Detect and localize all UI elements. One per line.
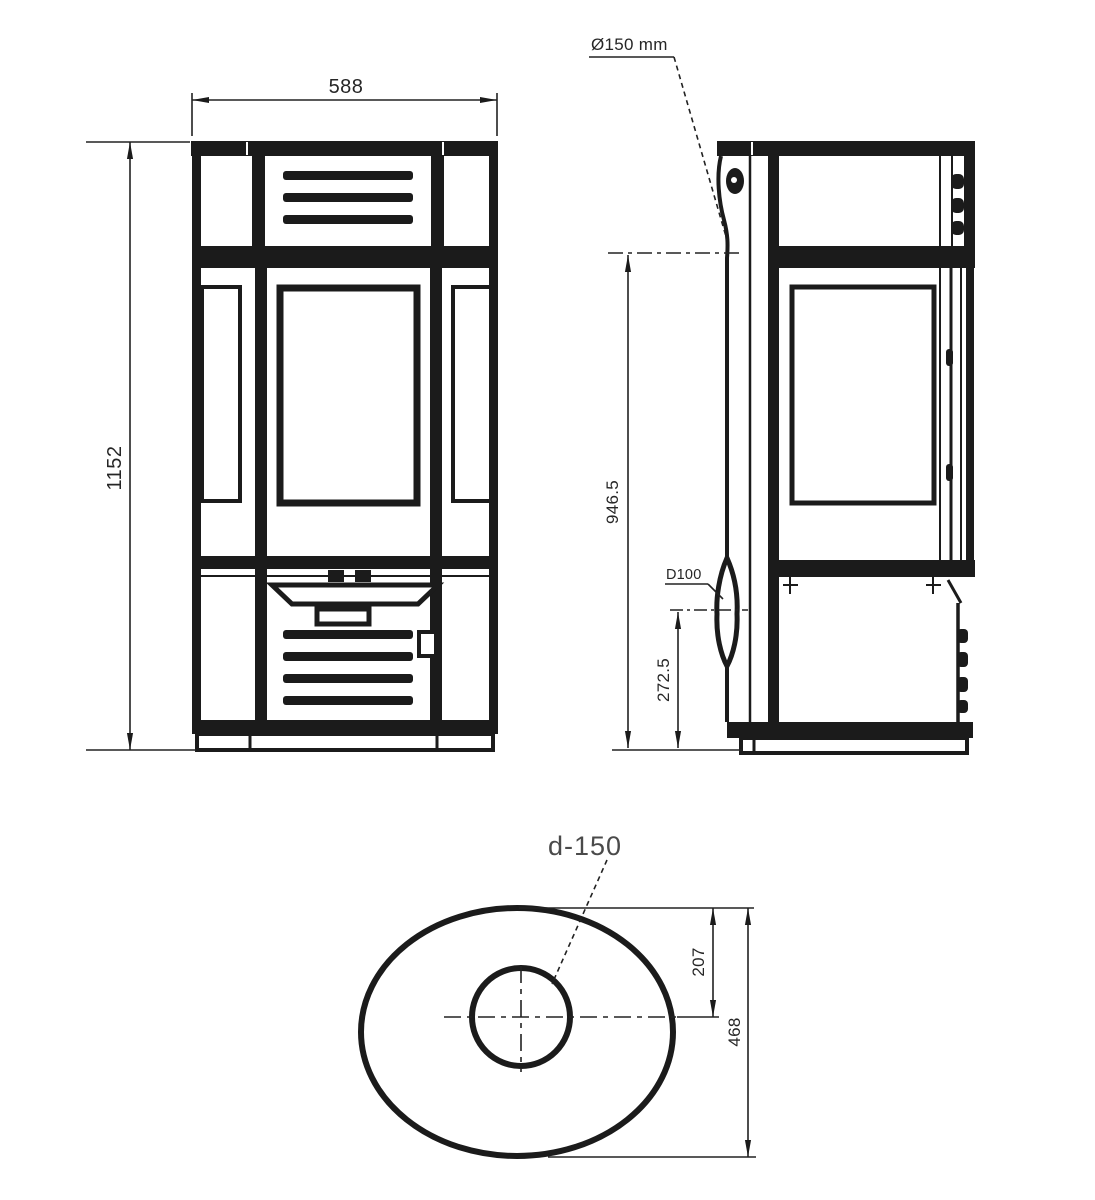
hinge-bump xyxy=(957,652,968,667)
side-view xyxy=(717,141,975,753)
dim-front-height xyxy=(86,142,196,750)
hinge-bump xyxy=(951,221,964,235)
vent-slat xyxy=(283,652,413,661)
side-base xyxy=(741,738,967,753)
hinge-bump xyxy=(957,629,968,643)
hinge-bump xyxy=(951,198,964,213)
front-edge-bar xyxy=(964,156,975,268)
mid-divider-left xyxy=(255,268,267,556)
front-bottom-band xyxy=(192,720,498,734)
front-edge-bar xyxy=(966,268,974,560)
dim-flue-height xyxy=(603,253,744,750)
side-bottom-band xyxy=(727,722,973,738)
hinge-bump xyxy=(951,174,964,189)
front-right-inset-panel xyxy=(453,287,491,501)
drawer-handle xyxy=(317,609,369,624)
ash-hatch xyxy=(272,585,438,604)
vent-slat xyxy=(283,171,413,180)
door-latch xyxy=(419,632,436,656)
back-body-edge xyxy=(768,156,779,722)
dim-label-height: 1152 xyxy=(104,445,126,491)
upper-divider-left xyxy=(252,156,265,248)
front-base xyxy=(197,734,493,750)
vent-slat xyxy=(283,193,413,202)
front-left-edge xyxy=(192,156,201,733)
top-view xyxy=(361,908,719,1156)
vent-slat xyxy=(283,215,413,224)
front-left-inset-panel xyxy=(202,287,240,501)
dim-label-width: 588 xyxy=(328,76,364,98)
flue-collar-hole xyxy=(731,177,737,183)
front-upper-band xyxy=(192,246,498,268)
dim-label-offset: 207 xyxy=(689,947,708,977)
side-top-plate xyxy=(717,141,975,156)
dim-label-top-flue: d-150 xyxy=(548,831,623,861)
front-view xyxy=(191,141,498,750)
dim-label-flue: Ø150 mm xyxy=(591,35,668,54)
hinge-bump xyxy=(957,700,968,713)
air-control-slot xyxy=(355,570,371,582)
dim-label-flue-height: 946.5 xyxy=(603,479,622,525)
vent-slat xyxy=(283,674,413,683)
dim-label-rear-outlet-height: 272.5 xyxy=(654,657,673,703)
dim-front-width xyxy=(192,76,497,136)
rear-outlet-cover xyxy=(717,558,737,666)
side-inset-panel xyxy=(792,287,934,503)
dim-flue-diameter xyxy=(589,35,727,240)
vent-slat xyxy=(283,630,413,639)
front-lower-band xyxy=(192,556,498,569)
hinge-bump xyxy=(946,349,953,366)
air-control-slot xyxy=(328,570,344,582)
mid-divider-right xyxy=(430,268,442,556)
front-edge-chamfer xyxy=(948,580,961,603)
dim-label-rear-outlet: D100 xyxy=(666,567,702,583)
dim-label-depth: 468 xyxy=(725,1017,744,1047)
hinge-bump xyxy=(946,464,953,481)
side-lower-band xyxy=(768,560,975,577)
upper-divider-right xyxy=(431,156,444,248)
door-glass-window xyxy=(280,288,417,503)
front-top-plate xyxy=(191,141,498,156)
hinge-bump xyxy=(957,677,968,692)
vent-slat xyxy=(283,696,413,705)
side-upper-band xyxy=(768,246,975,268)
low-divider-left xyxy=(255,569,267,722)
